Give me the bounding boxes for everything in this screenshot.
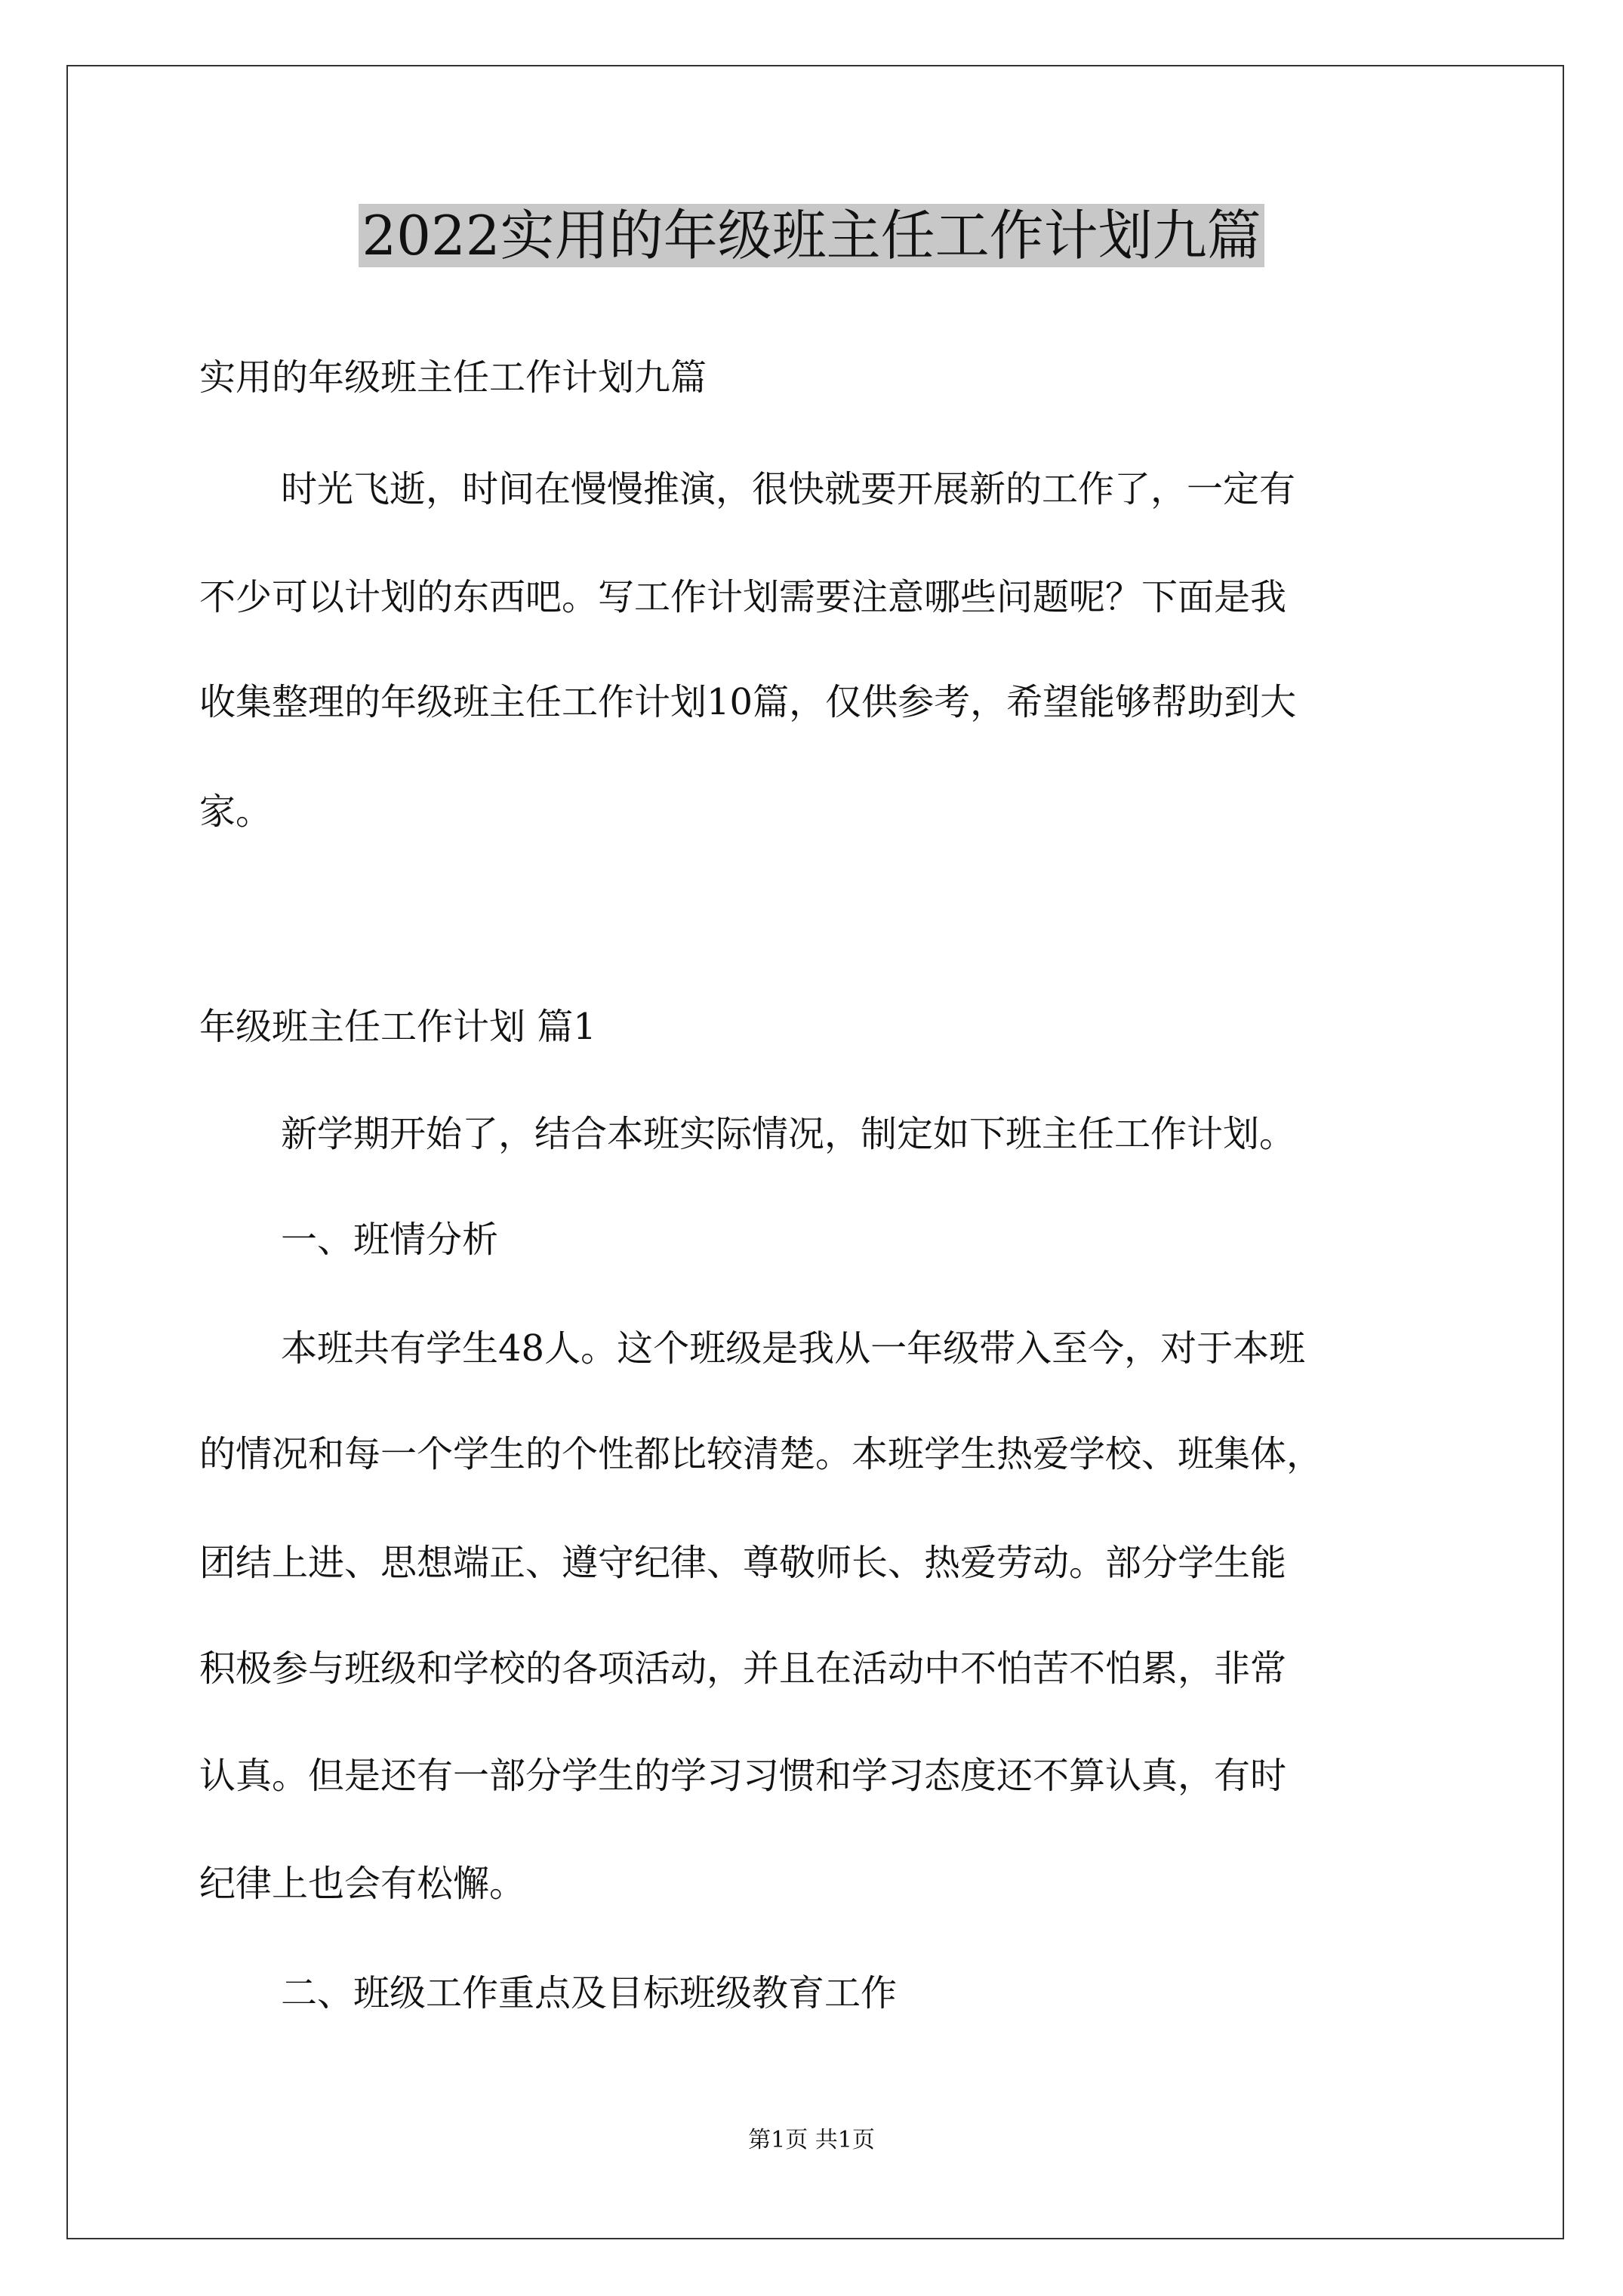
page-footer: 第1页 共1页 <box>748 2127 875 2153</box>
subtitle-line: 实用的年级班主任工作计划九篇 <box>199 356 707 399</box>
body-line-5: 积极参与班级和学校的各项活动，并且在活动中不怕苦不怕累，非常 <box>199 1647 1287 1690</box>
body-line-7: 纪律上也会有松懈。 <box>199 1863 526 1905</box>
document-title <box>0 198 1623 273</box>
title-text: 2022实用的年级班主任工作计划九篇 <box>359 204 1264 267</box>
intro-line-1: 时光飞逝，时间在慢慢推演，很快就要开展新的工作了，一定有 <box>281 468 1296 510</box>
subheading-1: 一、班情分析 <box>281 1219 499 1261</box>
body-line-6: 认真。但是还有一部分学生的学习习惯和学习态度还不算认真，有时 <box>199 1755 1287 1797</box>
intro-line-2: 不少可以计划的东西吧。写工作计划需要注意哪些问题呢？下面是我 <box>199 576 1287 618</box>
body-line-1: 新学期开始了，结合本班实际情况，制定如下班主任工作计划。 <box>281 1113 1296 1155</box>
intro-line-3: 收集整理的年级班主任工作计划10篇，仅供参考，希望能够帮助到大 <box>199 681 1297 723</box>
intro-line-4: 家。 <box>199 791 273 833</box>
body-line-2: 本班共有学生48人。这个班级是我从一年级带入至今，对于本班 <box>281 1327 1306 1370</box>
section-heading: 年级班主任工作计划 篇1 <box>199 1006 596 1048</box>
body-line-4: 团结上进、思想端正、遵守纪律、尊敬师长、热爱劳动。部分学生能 <box>199 1542 1287 1584</box>
subheading-2: 二、班级工作重点及目标班级教育工作 <box>281 1972 898 2014</box>
body-line-3: 的情况和每一个学生的个性都比较清楚。本班学生热爱学校、班集体， <box>199 1433 1323 1475</box>
